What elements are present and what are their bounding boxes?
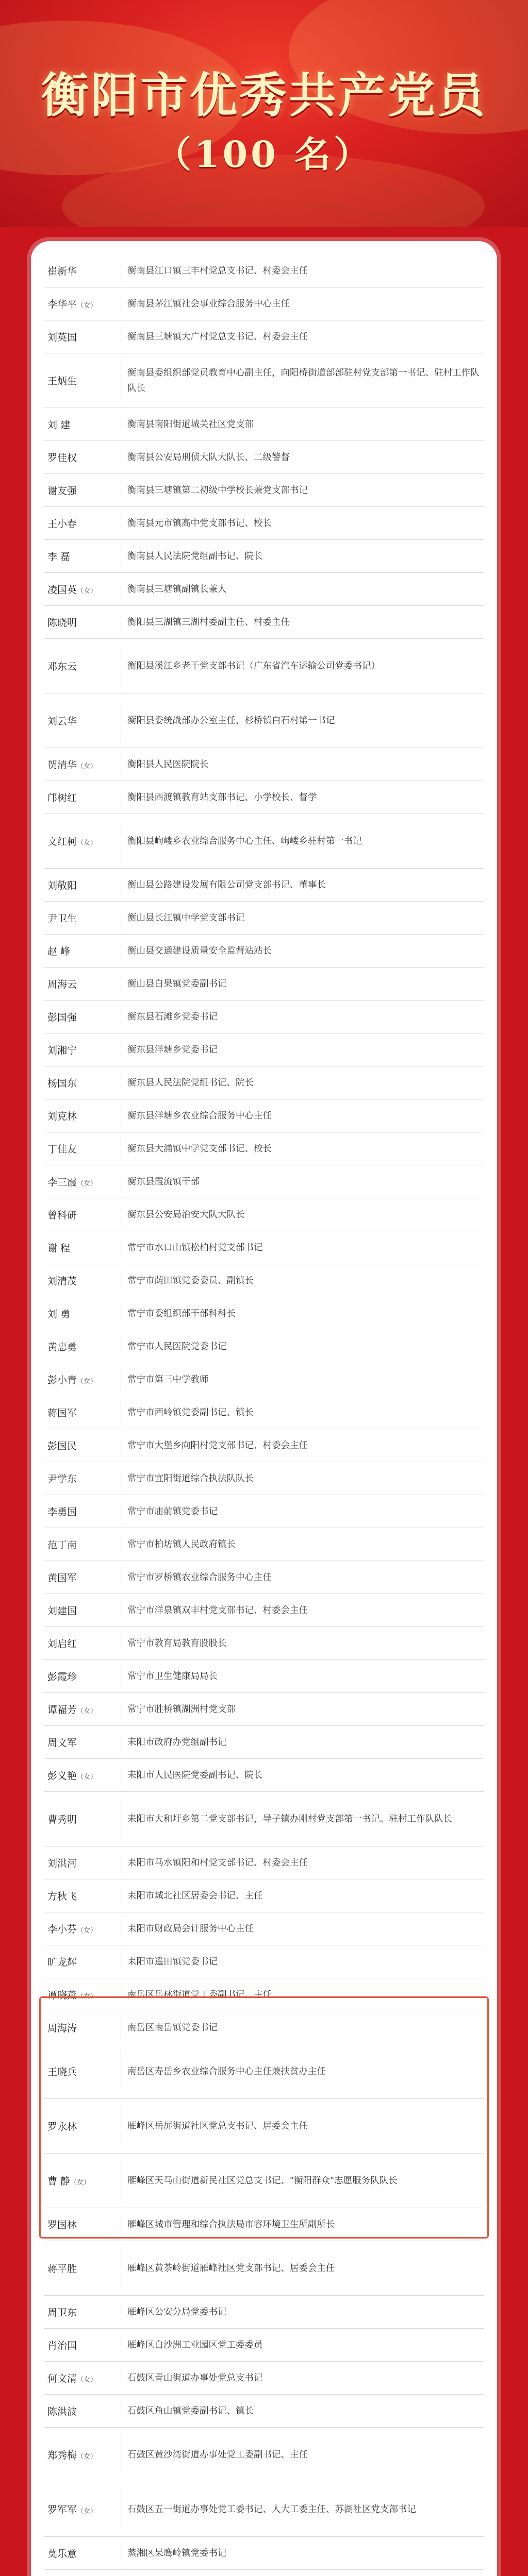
member-name-text: 罗永林 [47,2121,77,2132]
member-name [44,297,121,311]
member-position: 常宁市胜桥镇湖洲村党支部 [127,1704,236,1715]
member-gender-tag: （女） [77,1927,97,1935]
member-position: 雁峰区黄茶岭街道雁峰社区党支部书记、居委会主任 [127,2263,335,2274]
member-position: 常宁市庙前镇党委书记 [127,1506,218,1517]
member-name-text: 李三霞 [47,1177,77,1188]
list-item [44,1879,484,1912]
member-position: 南岳区南岳镇党委书记 [127,2022,218,2033]
member-name-text: 贺清华 [47,759,77,771]
member-name-text: 彭义艳 [47,1770,77,1782]
member-position: 常宁市教育局教育股股长 [127,1638,227,1649]
member-name [44,330,121,344]
member-gender-tag: （女） [77,762,97,770]
member-name-text: 李勇国 [47,1506,77,1518]
member-name [44,1504,121,1518]
member-name [44,1889,121,1903]
member-name-text: 罗国林 [47,2219,77,2231]
member-name [44,834,121,848]
list-item [44,2395,484,2428]
member-position: 衡南县三塘镇大广村党总支书记、村委会主任 [127,331,308,342]
member-name-text: 陈晓明 [47,617,77,629]
member-name [44,977,121,991]
member-position: 石鼓区角山镇党委副书记、镇长 [127,2405,254,2416]
member-position: 常宁市宜阳街道综合执法队队长 [127,1473,254,1484]
member-name [44,374,121,387]
member-position: 石鼓区青山街道办事处党总支书记 [127,2372,263,2383]
member-name-text: 蒋国军 [47,1408,77,1419]
list-item [44,814,484,869]
member-name-text: 曹 静 [47,2176,71,2187]
member-gender-tag: （女） [77,302,97,310]
member-name [44,878,121,892]
list-item [44,781,484,814]
member-name [44,615,121,629]
member-position: 耒阳市城北社区居委会书记、主任 [127,1890,263,1901]
member-name [44,2261,121,2275]
member-name-text: 刘克林 [47,1111,77,1122]
list-item [44,441,484,474]
member-position: 衡阳县溪江乡老干党支部书记（广东省汽车运输公司党委书记） [127,660,380,671]
member-position: 衡南县三塘镇第二初级中学校长兼党支部书记 [127,485,308,496]
member-name-text: 方秋飞 [47,1891,77,1902]
member-position: 常宁市委组织部干部科科长 [127,1308,236,1319]
member-name-text: 彭小青 [47,1375,77,1386]
list-item [44,1726,484,1759]
member-position: 衡山县公路建设发展有限公司党支部书记、董事长 [127,879,326,890]
member-name [44,483,121,497]
member-position: 耒阳市财政局会计服务中心主任 [127,1923,254,1934]
member-position: 衡南县南阳街道城关社区党支部 [127,419,254,430]
list-item [44,902,484,935]
member-name-text: 陈洪波 [47,2406,77,2417]
member-gender-tag: （女） [77,1180,97,1188]
member-name-text: 赵 峰 [47,946,71,957]
list-item [44,2208,484,2241]
list-item [44,287,484,320]
list-item [44,2537,484,2570]
list-item [44,2428,484,2482]
member-position: 耒阳市遥田镇党委书记 [127,1956,218,1967]
member-position: 常宁市人民医院党委书记 [127,1341,227,1352]
member-name-text: 彭国民 [47,1440,77,1452]
list-item [44,968,484,1001]
member-name [44,549,121,563]
member-name [44,1109,121,1123]
member-name [44,450,121,464]
member-name [44,1735,121,1749]
list-item [44,1165,484,1198]
member-list [44,255,484,2576]
member-position: 雁峰区天马山街道新民社区党总支书记、"衡阳群众"志愿服务队队长 [127,2175,398,2186]
member-position: 常宁市第三中学教师 [127,1374,209,1385]
list-item [44,1264,484,1297]
member-position: 衡阳县岣嵝乡农业综合服务中心主任、岣嵝乡驻村第一书记 [127,836,362,846]
member-name [44,2502,121,2516]
member-name [44,1274,121,1287]
member-name-text: 文红柯 [47,836,77,848]
member-position: 常宁市卫生健康局局长 [127,1671,218,1682]
member-gender-tag: （女） [70,2179,91,2187]
member-name-text: 刘清茂 [47,1276,77,1287]
member-name-text: 凌国英 [47,584,77,596]
member-position: 常宁市大堡乡向阳村党支部书记、村委会主任 [127,1440,308,1451]
member-name [44,1307,121,1320]
member-position: 衡阳县三湖镇三湖村委副主任、村委主任 [127,617,290,628]
member-name-text: 周海云 [47,979,77,990]
member-position: 衡东县石滩乡党委书记 [127,1011,218,1022]
list-item [44,573,484,606]
member-name-text: 尹卫生 [47,913,77,924]
list-item [44,935,484,968]
member-name-text: 黄忠勇 [47,1342,77,1353]
member-name [44,1669,121,1683]
member-position: 石鼓区五一街道办事处党工委书记、人大工委主任、苏湖社区党支部书记 [127,2504,416,2515]
member-name [44,2021,121,2035]
member-gender-tag: （女） [77,1707,97,1715]
member-name-text: 李华平 [47,299,77,310]
list-item [44,2570,484,2576]
member-name [44,2217,121,2231]
member-gender-tag: （女） [77,587,97,595]
member-name [44,1010,121,1024]
member-name [44,1043,121,1057]
member-gender-tag: （女） [77,1378,97,1385]
member-name [44,264,121,278]
member-position: 南岳区岳林街道党工委副书记、主任 [127,1989,272,2000]
member-position: 蒸湘区呆鹰岭镇党委书记 [127,2548,227,2558]
member-name-text: 罗军军 [47,2504,77,2516]
list-item [44,1528,484,1561]
member-name [44,1768,121,1782]
page-subtitle: （100 名） [155,133,373,176]
list-item [44,2329,484,2362]
list-item [44,1099,484,1132]
header-banner [0,0,528,227]
list-item [44,1912,484,1945]
list-item [44,1396,484,1429]
member-name-text: 刘 建 [47,419,71,431]
list-item [44,2241,484,2296]
member-name [44,1537,121,1551]
member-name [44,2305,121,2319]
member-name [44,1636,121,1650]
member-position: 衡东县洋塘乡党委书记 [127,1044,218,1055]
list-item [44,2099,484,2154]
member-name [44,2546,121,2560]
member-name-text: 周卫东 [47,2307,77,2318]
member-name-text: 曹秀明 [47,1814,77,1825]
list-item [44,1231,484,1264]
member-position: 衡东县公安局治安大队大队长 [127,1209,245,1220]
member-name-text: 刘云华 [47,716,77,727]
list-item [44,1561,484,1594]
member-position: 衡阳县西渡镇教育站支部书记、小学校长、督学 [127,792,317,803]
member-gender-tag: （女） [77,1773,97,1781]
member-name-text: 崔新华 [47,266,77,277]
member-name-text: 彭霞珍 [47,1671,77,1683]
member-name-text: 丁佳友 [47,1144,77,1155]
member-position: 雁峰区岳屏街道社区党总支书记、居委会主任 [127,2121,308,2131]
member-name [44,2448,121,2462]
list-item [44,2482,484,2537]
list-item [44,606,484,639]
member-name-text: 罗佳权 [47,452,77,464]
member-position: 常宁市水口山镇松柏村党支部书记 [127,1242,263,1253]
list-item [44,1363,484,1396]
member-name-text: 郑秀梅 [47,2450,77,2461]
member-name [44,2064,121,2078]
member-position: 衡东县人民法院党组书记、院长 [127,1077,254,1088]
list-item [44,2011,484,2044]
list-item [44,1495,484,1528]
list-item [44,1198,484,1231]
member-name-text: 刘湘宁 [47,1045,77,1056]
list-item [44,639,484,693]
list-item [44,1978,484,2011]
member-position: 常宁市洋泉镇双丰村党支部书记、村委会主任 [127,1605,308,1616]
member-name-text: 刘英国 [47,332,77,343]
member-name [44,2338,121,2352]
list-item [44,1945,484,1978]
list-item [44,2362,484,2395]
member-name-text: 王炳生 [47,376,77,387]
member-name-text: 刘洪河 [47,1858,77,1869]
member-gender-tag: （女） [77,2507,97,2515]
member-name [44,1241,121,1255]
list-item [44,1429,484,1462]
member-gender-tag: （女） [77,1993,97,2001]
member-position: 衡东县洋塘乡农业综合服务中心主任 [127,1110,272,1121]
member-name [44,2371,121,2385]
member-position: 耒阳市马水镇阳和村党支部书记、村委会主任 [127,1857,308,1868]
list-item [44,1001,484,1033]
member-name [44,1208,121,1222]
list-item [44,1330,484,1363]
member-position: 衡南县三塘镇副镇长兼人 [127,584,227,595]
list-item [44,255,484,287]
member-position: 雁峰区公安分局党委书记 [127,2307,227,2317]
list-item [44,1759,484,1792]
member-name-text: 彭国强 [47,1012,77,1023]
member-name-text: 王晓兵 [47,2066,77,2078]
member-name [44,1812,121,1826]
member-name [44,714,121,727]
member-name-text: 李小芬 [47,1924,77,1935]
member-name-text: 杨国东 [47,1078,77,1089]
page-title: 衡阳市优秀共产党员 [41,67,487,123]
member-name [44,1471,121,1485]
member-name-text: 何文清 [47,2373,77,2384]
list-item [44,2154,484,2208]
member-name-text: 周海涛 [47,2023,77,2034]
member-position: 雁峰区城市管理和综合执法局市容环境卫生所副所长 [127,2219,335,2230]
member-gender-tag: （女） [77,2376,97,2384]
list-item [44,2296,484,2329]
member-name-text: 蒋平胜 [47,2263,77,2275]
member-name-text: 旷龙辉 [47,1957,77,1968]
list-item [44,474,484,507]
member-name-text: 李 磊 [47,551,71,563]
list-item [44,1792,484,1846]
member-gender-tag: （女） [77,2453,97,2461]
member-name [44,1372,121,1386]
member-name-text: 谢 程 [47,1243,71,1254]
list-item [44,507,484,540]
member-name-text: 尹学东 [47,1473,77,1485]
member-position: 衡南县江口镇三丰村党总支书记、村委会主任 [127,265,308,276]
member-name-text: 曾科研 [47,1210,77,1221]
list-item [44,1594,484,1627]
member-name-text: 刘建国 [47,1605,77,1617]
member-name [44,944,121,958]
member-position: 耒阳市人民医院党委副书记、院长 [127,1770,263,1781]
list-item [44,869,484,902]
member-position: 衡东县霞流镇干部 [127,1176,200,1187]
member-name [44,1438,121,1452]
member-position: 衡南县委组织部党员教育中心副主任，向阳桥街道部部驻村党支部第一书记、驻村工作队队长 [127,367,480,394]
member-name [44,1142,121,1156]
list-item [44,748,484,781]
member-name [44,1405,121,1419]
member-name [44,2119,121,2133]
member-position: 衡东县大浦镇中学党支部书记、校长 [127,1143,272,1154]
member-name-text: 周文军 [47,1737,77,1749]
member-name-text: 黄国军 [47,1572,77,1584]
member-position: 常宁市荫田镇党委委员、副镇长 [127,1275,254,1286]
member-name-text: 范丁南 [47,1539,77,1551]
member-position: 衡山县白果镇党委副书记 [127,978,227,989]
member-name [44,1076,121,1090]
member-name-text: 王小春 [47,518,77,530]
member-position: 衡阳县委统战部办公室主任，杉桥镇白石村第一书记 [127,715,335,726]
member-name [44,757,121,771]
member-position: 衡山县长江镇中学党支部书记 [127,912,245,923]
member-name [44,659,121,673]
member-name [44,1955,121,1969]
member-name-text: 谢友强 [47,485,77,497]
list-item [44,1660,484,1693]
member-name [44,582,121,596]
list-item [44,1846,484,1879]
member-gender-tag: （女） [77,839,97,847]
list-item [44,320,484,353]
member-name [44,516,121,530]
list-item [44,1033,484,1066]
member-position: 耒阳市大和圩乡第二党支部书记，导子镇办刚村党支部第一书记、驻村工作队队长 [127,1814,452,1824]
list-item [44,1627,484,1660]
member-name-text: 刘 勇 [47,1309,71,1320]
list-item [44,2044,484,2099]
list-item [44,1297,484,1330]
member-name [44,2404,121,2418]
member-position: 衡南县人民法院党组副书记、院长 [127,551,263,562]
list-item [44,1132,484,1165]
member-name [44,1570,121,1584]
member-name-text: 邝树红 [47,792,77,804]
member-position: 衡南县公安局刑侦大队大队长、二级警督 [127,452,290,463]
member-name [44,417,121,431]
member-name [44,1702,121,1716]
member-name-text: 刘启红 [47,1638,77,1650]
member-position: 衡山县交通建设质量安全监督站站长 [127,945,272,956]
member-name [44,1340,121,1353]
list-item [44,353,484,408]
member-name-text: 莫乐意 [47,2548,77,2560]
member-position: 常宁市柏坊镇人民政府镇长 [127,1539,236,1550]
member-name [44,1856,121,1870]
member-name [44,1922,121,1936]
list-item [44,540,484,573]
member-position: 常宁市西岭镇党委副书记、镇长 [127,1407,254,1418]
member-name [44,1988,121,2002]
member-name-text: 邓东云 [47,661,77,672]
member-name-text: 刘敬阳 [47,880,77,891]
member-position: 衡南县茅江镇社会事业综合服务中心主任 [127,298,290,309]
member-name-text: 谭晓燕 [47,1990,77,2001]
member-name-text: 谭福芳 [47,1704,77,1716]
list-item [44,408,484,441]
list-item [44,1693,484,1726]
member-name [44,2174,121,2188]
member-position: 石鼓区黄沙湾街道办事处党工委副书记、主任 [127,2449,308,2460]
member-position: 衡阳县人民医院院长 [127,759,209,770]
member-name [44,911,121,925]
list-item [44,1462,484,1495]
member-position: 耒阳市政府办党组副书记 [127,1737,227,1748]
member-position: 常宁市罗桥镇农业综合服务中心主任 [127,1572,272,1583]
member-position: 南岳区寿岳乡农业综合服务中心主任兼扶贫办主任 [127,2066,326,2077]
member-position: 衡南县元市镇高中党支部书记、校长 [127,518,272,529]
member-name [44,1603,121,1617]
member-name-text: 肖治国 [47,2340,77,2351]
list-item [44,693,484,748]
member-name [44,1175,121,1189]
list-item [44,1066,484,1099]
member-position: 雁峰区白沙洲工业园区党工委委员 [127,2340,263,2350]
member-name [44,790,121,804]
